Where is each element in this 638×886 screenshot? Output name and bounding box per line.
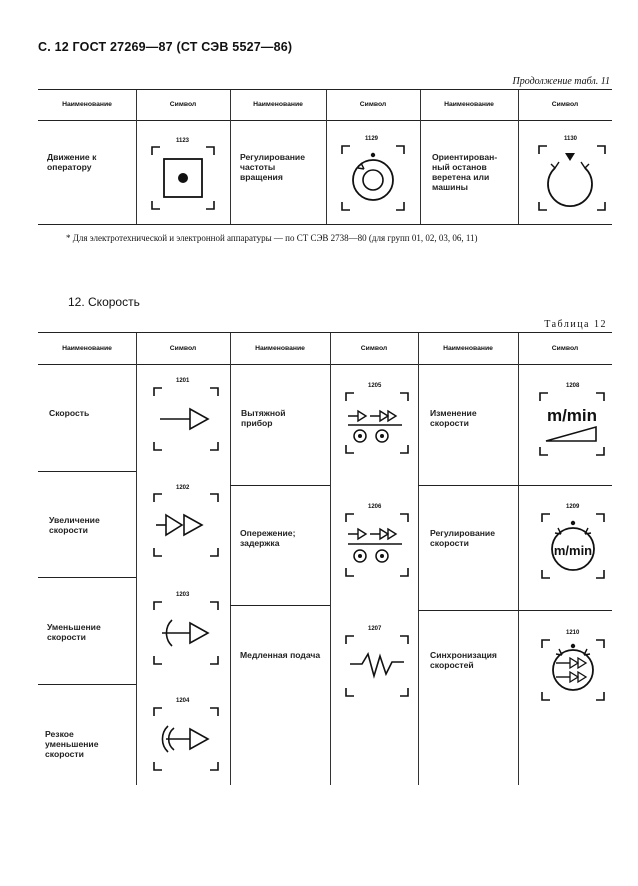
column-header: Наименование: [62, 101, 112, 108]
speed-decrease-icon: [152, 600, 220, 666]
row-divider: [230, 485, 330, 486]
table-header-rule: [38, 120, 612, 121]
column-header: Наименование: [255, 345, 305, 352]
symbol-code: 1123: [176, 138, 190, 144]
rotation-speed-icon: [340, 144, 406, 212]
col-divider: [420, 90, 421, 224]
row-divider: [38, 684, 136, 685]
col-divider: [418, 333, 419, 785]
col-divider: [230, 90, 231, 224]
symbol-code: 1210: [566, 630, 580, 636]
cell-name: Опережение; задержка: [240, 528, 296, 548]
unit-label: m/min: [553, 543, 593, 558]
col-divider: [230, 333, 231, 785]
symbol-code: 1205: [368, 383, 382, 389]
row-divider: [38, 577, 136, 578]
section-title: 12. Скорость: [68, 295, 140, 309]
column-header: Символ: [169, 101, 197, 108]
column-header: Символ: [359, 101, 387, 108]
table-bottom-rule: [38, 224, 612, 225]
symbol-code: 1203: [176, 592, 190, 598]
cell-name: Резкое уменьшение скорости: [45, 729, 99, 759]
symbol-code: 1207: [368, 626, 382, 632]
column-header: Наименование: [253, 101, 303, 108]
drafting-device-icon: [344, 391, 410, 455]
table-header-rule: [38, 364, 612, 365]
speed-icon: [152, 386, 220, 452]
speed-regulation-icon: [540, 512, 606, 580]
column-header: Символ: [551, 345, 579, 352]
cell-name: Регулирование скорости: [430, 528, 495, 548]
cell-name: Медленная подача: [240, 650, 321, 660]
speed-synchronization-icon: [540, 638, 606, 702]
symbol-code: 1202: [176, 485, 190, 491]
row-divider: [418, 485, 612, 486]
cell-name: Изменение скорости: [430, 408, 477, 428]
symbol-code: 1208: [566, 383, 580, 389]
row-divider: [38, 471, 136, 472]
cell-name: Ориентирован-ный останов веретена или машины: [432, 152, 498, 192]
col-divider: [326, 90, 327, 224]
row-divider: [230, 605, 330, 606]
cell-name: Регулирование частоты вращения: [240, 152, 305, 182]
col-divider: [136, 333, 137, 785]
speed-increase-icon: [152, 492, 220, 558]
row-divider: [418, 610, 612, 611]
footnote: * Для электротехнической и электронной аппаратуры — по СТ СЭВ 2738—80 (для групп 01, 02, 03, 06, 11): [66, 233, 478, 243]
page-header: С. 12 ГОСТ 27269—87 (СТ СЭВ 5527—86): [38, 40, 293, 54]
speed-change-icon: [538, 391, 606, 457]
sharp-speed-decrease-icon: [152, 706, 220, 772]
column-header: Наименование: [444, 101, 494, 108]
symbol-code: 1206: [368, 504, 382, 510]
col-divider: [518, 90, 519, 224]
unit-label: m/min: [546, 406, 598, 425]
col-divider: [136, 90, 137, 224]
cell-name: Вытяжной прибор: [241, 408, 286, 428]
symbol-code: 1201: [176, 378, 190, 384]
symbol-code: 1130: [564, 136, 578, 142]
advance-delay-icon: [344, 512, 410, 578]
table-caption: Таблица 12: [544, 319, 607, 330]
col-divider: [518, 333, 519, 785]
column-header: Символ: [169, 345, 197, 352]
symbol-code: 1129: [365, 136, 379, 142]
table-top-rule: [38, 332, 612, 333]
symbol-code: 1209: [566, 504, 580, 510]
column-header: Наименование: [443, 345, 493, 352]
cell-name: Синхронизация скоростей: [430, 650, 497, 670]
slow-feed-icon: [344, 634, 410, 698]
symbol-1123-icon: [150, 145, 216, 211]
col-divider: [330, 333, 331, 785]
cell-name: Увеличение скорости: [49, 515, 100, 535]
column-header: Символ: [360, 345, 388, 352]
cell-name: Скорость: [49, 408, 90, 418]
symbol-code: 1204: [176, 698, 190, 704]
table-top-rule: [38, 89, 612, 90]
column-header: Наименование: [62, 345, 112, 352]
oriented-stop-icon: [537, 144, 607, 212]
cell-name: Движение к оператору: [47, 152, 97, 172]
cell-name: Уменьшение скорости: [47, 622, 101, 642]
table-caption: Продолжение табл. 11: [512, 76, 610, 87]
column-header: Символ: [551, 101, 579, 108]
